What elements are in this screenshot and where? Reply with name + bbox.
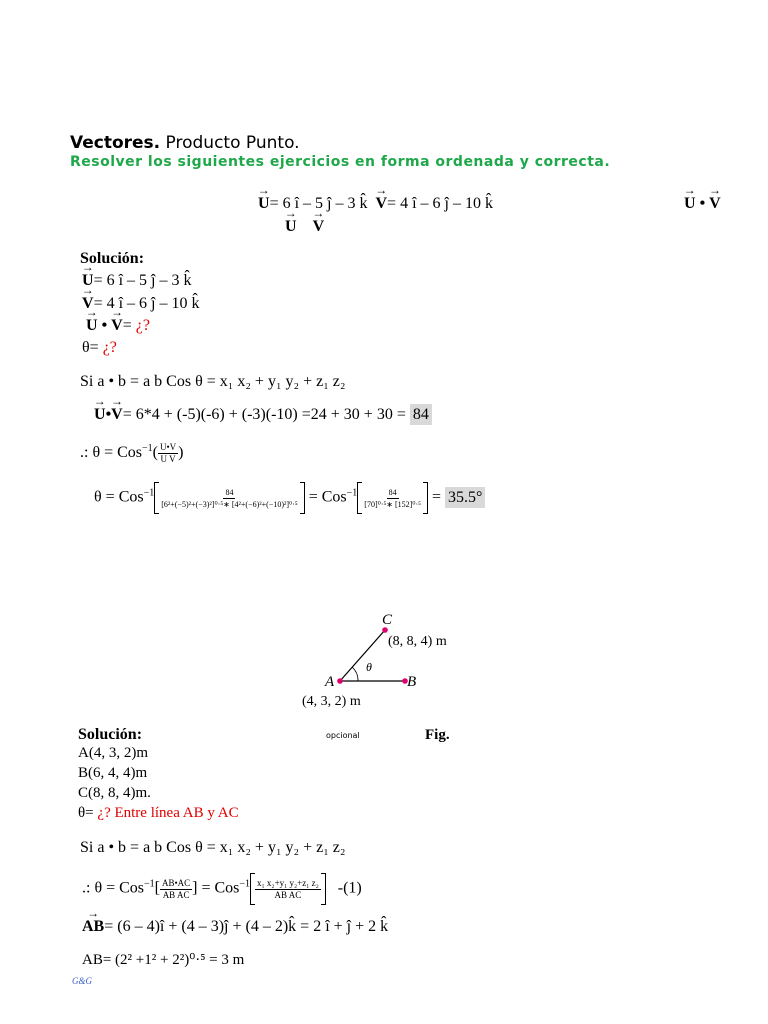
solution2-theta-question: θ= ¿? Entre línea AB y AC bbox=[78, 805, 239, 821]
footer-initials: G&G bbox=[72, 976, 92, 986]
label-a: A bbox=[325, 674, 335, 690]
solution2-heading: Solución: bbox=[78, 726, 143, 743]
solution1-heading: Solución: bbox=[80, 250, 145, 267]
u-definition: = 6 î – 5 ĵ – 3 k̂ bbox=[269, 195, 368, 212]
theta-result: 35.5° bbox=[445, 487, 485, 508]
vector-u-symbol: → U bbox=[258, 195, 270, 213]
solution2-theta-formula: .: θ = Cos$^{-1}$[ $\frac{AB•AC}{\text{AB AC}}$ ] = Cos$^{-1}$ $\frac{\text{x₁ x₂+y₁ y₂+z₁ z₂}}{\text{AB AC}}$ -(1) bbox=[82, 873, 362, 905]
solution1-theta-formula: .: θ = Cos$^{-1}$( $\frac{U•V}{\text{U V}}$ ) bbox=[80, 442, 184, 464]
triangle-figure bbox=[290, 605, 480, 715]
coord-a: (4, 3, 2) m bbox=[302, 694, 361, 709]
solution1-formula: Si a • b = a b Cos θ = x₁ x₂ + y₁ y₂ + z₁ z₂ bbox=[80, 373, 346, 390]
label-b: B bbox=[407, 674, 417, 690]
solution1-theta-result: θ = Cos$^{-1}$ $\frac{84}{\text{[6²+(−5)²+(−3)²]⁰·⁵∗ [4²+(−6)²+(−10)²]⁰·⁵}}$ = Cos$^{-1}$ $\frac{84}{\text{[70]⁰·⁵∗ [152]⁰·⁵}}$ = 35.5° bbox=[94, 482, 485, 514]
calc-result: 84 bbox=[410, 404, 432, 425]
title-bold: Vectores. bbox=[70, 133, 161, 153]
point-c-coords: C(8, 8, 4)m. bbox=[78, 785, 151, 801]
solution1-u-line: → U= 6 î – 5 ĵ – 3 k̂ bbox=[82, 272, 191, 290]
angle-arc bbox=[352, 667, 358, 681]
solution2-formula: Si a • b = a b Cos θ = x₁ x₂ + y₁ y₂ + z₁ z₂ bbox=[80, 839, 346, 856]
line-ac bbox=[340, 630, 385, 681]
instructions: Resolver los siguientes ejercicios en forma ordenada y correcta. bbox=[70, 154, 611, 170]
ab-magnitude: AB= (2² +1² + 2²)⁰·⁵ = 3 m bbox=[82, 952, 245, 968]
point-b-coords: B(6, 4, 4)m bbox=[78, 765, 148, 781]
ab-vector: → AB= (6 – 4)î + (4 – 3)ĵ + (4 – 2)k̂ = 2 î + ĵ + 2 k̂ bbox=[82, 918, 388, 936]
label-theta: θ bbox=[366, 660, 372, 674]
point-a-coords: A(4, 3, 2)m bbox=[78, 745, 148, 761]
solution1-dot-question: → U • → V= ¿? bbox=[86, 317, 150, 335]
dot-product-label: → U • → V bbox=[684, 195, 721, 213]
point-a bbox=[337, 678, 343, 684]
title-rest: Producto Punto. bbox=[160, 133, 300, 153]
optional-note: opcional bbox=[326, 731, 360, 740]
point-c bbox=[382, 627, 388, 633]
solution1-theta-question: θ= ¿? bbox=[82, 339, 117, 356]
vector-v-symbol: → V bbox=[375, 195, 387, 213]
solution1-v-line: → V= 4 î – 6 ĵ – 10 k̂ bbox=[82, 295, 199, 313]
problem-u-v-labels: → U → V bbox=[285, 218, 324, 236]
v-definition: = 4 î – 6 ĵ – 10 k̂ bbox=[387, 195, 493, 212]
solution1-calc: → U•→ V= 6*4 + (-5)(-6) + (-3)(-10) =24 + 30 + 30 = 84 bbox=[94, 406, 432, 424]
fig-label: Fig. bbox=[425, 727, 450, 743]
page-title bbox=[70, 133, 300, 153]
label-c: C bbox=[382, 612, 393, 628]
coord-c: (8, 8, 4) m bbox=[388, 634, 447, 649]
